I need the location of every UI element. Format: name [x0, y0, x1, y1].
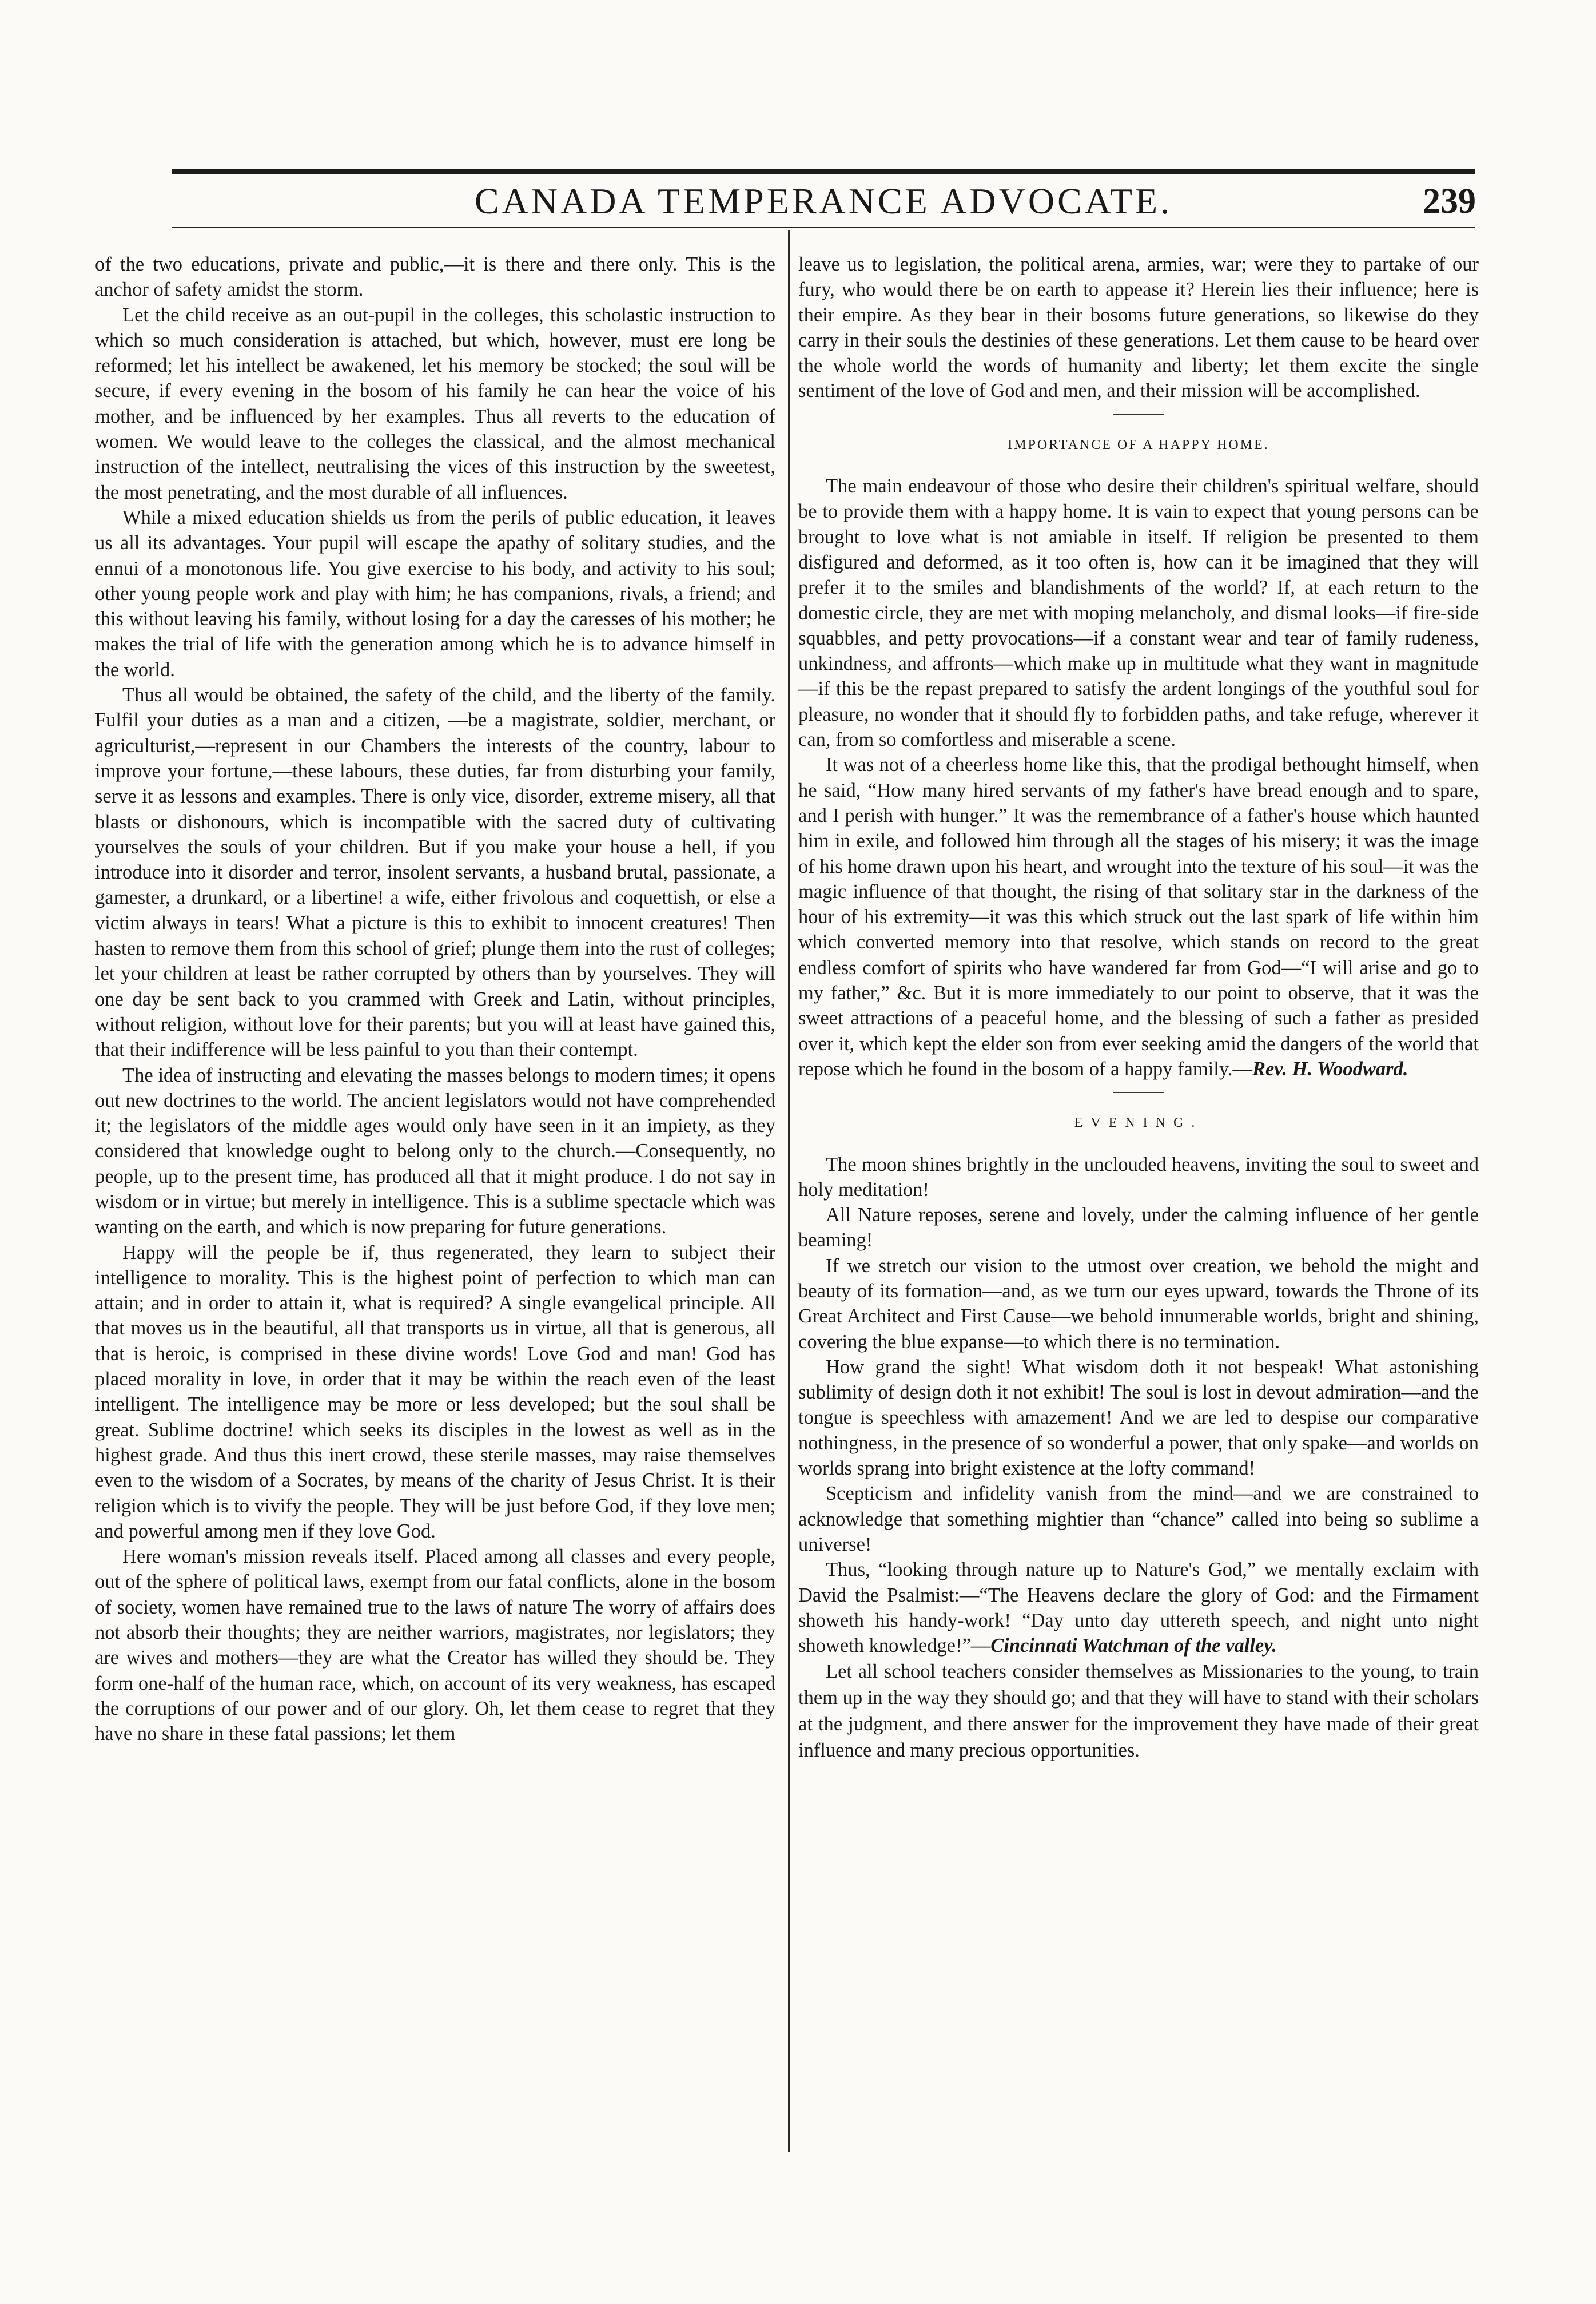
paragraph: While a mixed education shields us from the perils of public education, it leaves us all its advantages. Your pupil will escape the apathy of solitary studies, and the ennui of a monotonous life. You give exercise to his body, and activity to his soul; other young people work and play with him; he has companions, rivals, a friend; and this without leaving his family, without losing for a day the caresses of his mother; he makes the trial of life with the generation among which he is to advance himself in the world.	[95, 506, 775, 681]
section-separator	[1113, 414, 1164, 415]
section-title-happy-home: IMPORTANCE OF A HAPPY HOME.	[1008, 437, 1269, 452]
paragraph: If we stretch our vision to the utmost over creation, we behold the might and beauty of its formation—and, as we turn our eyes upward, towards the Throne of its Great Architect and First Cause—we behold innumerable worlds, bright and shining, covering the blue expanse—to which there is no termination.	[798, 1254, 1479, 1353]
column-divider	[788, 230, 790, 2152]
paragraph: The idea of instructing and elevating the masses belongs to modern times; it opens out new doctrines to the world. The ancient legislators would not have comprehended it; the legislators of the middle ages would only have seen in it an impiety, as they considered that knowledge ought to belong only to the church.—Consequently, no people, up to the present time, has produced all that it might produce. I do not say in wisdom or in virtue; but merely in intelligence. This is a sublime spectacle which was wanting on the earth, and which is now preparing for future generations.	[95, 1064, 775, 1238]
section-separator	[1113, 1092, 1164, 1093]
article-attribution: Rev. H. Woodward.	[1252, 1058, 1408, 1080]
paragraph-text: It was not of a cheerless home like this, that the prodigal bethought himself, when he said, “How many hired servants of my father's have bread enough and to spare, and I perish with hunger.” It was the remembrance of a father's house which haunted him in exile, and followed him through all the stages of his misery; it was the image of his home drawn upon his heart, and wrought into the texture of his soul—it was the magic influence of that thought, the rising of that solitary star in the darkness of the hour of his extremity—it was this which struck out the last spark of life within him which converted memory into that resolve, which stands on record to the great endless comfort of spirits who have wandered far from God—“I will arise and go to my father,” &c. But it is more immediately to our point to observe, that it was the sweet attractions of a peaceful home, and the blessing of such a father as presided over it, which kept the elder son from ever seeking amid the dangers of the world that repose which he found in the bosom of a happy family.—	[798, 754, 1479, 1080]
paragraph: Here woman's mission reveals itself. Placed among all classes and every people, out of the sphere of political laws, exempt from our fatal conflicts, alone in the bosom of society, women have remained true to the laws of nature The worry of affairs does not absorb their thoughts; they are neither warriors, magistrates, nor legislators; they are wives and mothers—they are what the Creator has willed they should be. They form one-half of the human race, which, on account of its very weakness, has escaped the corruptions of our power and of our glory. Oh, let them cease to regret that they have no share in these fatal passions; let them	[95, 1546, 775, 1745]
paragraph: How grand the sight! What wisdom doth it not bespeak! What astonishing sublimity of design doth it not exhibit! The soul is lost in devout admiration—and the tongue is speechless with amazement! And we are led to despise our comparative nothingness, in the presence of so wonderful a power, that only spake—and worlds on worlds sprang into bright existence at the lofty command!	[798, 1356, 1479, 1480]
paragraph: of the two educations, private and public,—it is there and there only. This is the anchor of safety amidst the storm.	[95, 253, 775, 301]
paragraph: The main endeavour of those who desire their children's spiritual welfare, should be to provide them with a happy home. It is vain to expect that young persons can be brought to love what is not amiable in itself. If religion be presented to them disfigured and deformed, as it too often is, how can it be imagined that they will prefer it to the smiles and blandishments of the world? If, at each return to the domestic circle, they are met with moping melancholy, and dismal looks—if fire-side squabbles, and petty provocations—if a constant wear and tear of family rudeness, unkindness, and affronts—which make up in multitude what they want in magnitude—if this be the repast prepared to satisfy the ardent longings of the youthful soul for pleasure, no wonder that it should fly to forbidden paths, and take refuge, wherever it can, from so comfortless and miserable a scene.	[798, 475, 1479, 751]
paragraph	[798, 1557, 1479, 1658]
left-column	[95, 252, 775, 1747]
running-head-title: CANADA TEMPERANCE ADVOCATE.	[474, 181, 1173, 221]
paragraph	[798, 752, 1479, 1082]
paragraph: Thus all would be obtained, the safety of the child, and the liberty of the family. Fulfil your duties as a man and a citizen, —be a magistrate, soldier, merchant, or agriculturist,—represent in our Chambers the interests of the country, labour to improve your fortune,—these labours, these duties, far from disturbing your family, serve it as lessons and examples. There is only vice, disorder, extreme misery, all that blasts or dishonours, which is incompatible with the sacred duty of cultivating yourselves the souls of your children. But if you make your house a hell, if you introduce into it disorder and terror, insolent servants, a husband brutal, passionate, a gamester, a drunkard, or a libertine! a wife, either frivolous and coquettish, or else a victim always in tears! What a picture is this to exhibit to innocent creatures! Then hasten to remove them from this school of grief; plunge them into the rust of colleges; let your children at least be rather corrupted by others than by yourselves. They will one day be sent back to you crammed with Greek and Latin, without principles, without religion, without love for their parents; but you will at least have gained this, that their indifference will be less painful to you than their contempt.	[95, 684, 775, 1061]
paragraph-text: Thus, “looking through nature up to Nature's God,” we mentally exclaim with David the Psalmist:—“The Heavens declare the glory of God: and the Firmament showeth his handy-work! “Day unto day uttereth speech, and night unto night showeth knowledge!”—	[798, 1559, 1479, 1657]
closing-paragraph: Let all school teachers consider themselves as Missionaries to the young, to train them up in the way they should go; and that they will have to stand with their scholars at the judgment, and there answer for the improvement they have made of their great influence and many precious opportunities.	[798, 1661, 1479, 1762]
article-attribution: Cincinnati Watchman of the valley.	[990, 1635, 1277, 1657]
paragraph: All Nature reposes, serene and lovely, under the calming influence of her gentle beaming!	[798, 1204, 1479, 1252]
paragraph: Happy will the people be if, thus regenerated, they learn to subject their intelligence to morality. This is the highest point of perfection to which man can attain; and in order to attain it, what is required? A single evangelical principle. All that moves us in the beautiful, all that transports us in virtue, all that is generous, all that is heroic, is comprised in these divine words! Love God and man! God has placed morality in love, in order that it may be within the reach even of the least intelligent. The intelligence may be more or less developed; but the soul shall be great. Sublime doctrine! which seeks its disciples in the lowest as well as in the highest grade. And thus this inert crowd, these sterile masses, may raise themselves even to the wisdom of a Socrates, by means of the charity of Jesus Christ. It is their religion which is to vivify the people. They will be just before God, if they love men; and powerful among men if they love God.	[95, 1241, 775, 1542]
paragraph: Scepticism and infidelity vanish from the mind—and we are constrained to acknowledge that something mightier than “chance” called into being so sublime a universe!	[798, 1483, 1479, 1555]
right-column	[798, 252, 1479, 1763]
paragraph: Let the child receive as an out-pupil in the colleges, this scholastic instruction to which so much consideration is attached, but which, however, must ere long be reformed; let his intellect be awakened, let his memory be stocked; the soul will be secure, if every evening in the bosom of his family he can hear the voice of his mother, and be influenced by her examples. Thus all reverts to the education of women. We would leave to the colleges the classical, and the almost mechanical instruction of the intellect, neutralising the vices of this instruction by the sweetest, the most penetrating, and the most durable of all influences.	[95, 304, 775, 503]
paragraph: leave us to legislation, the political arena, armies, war; were they to partake of our fury, who would there be on earth to appease it? Herein lies their influence; here is their empire. As they bear in their bosoms future generations, so likewise do they carry in their souls the destinies of these generations. Let them cause to be heard over the whole world the words of humanity and liberty; let them excite the single sentiment of the love of God and men, and their mission will be accomplished.	[798, 253, 1479, 402]
header-top-rule	[172, 169, 1475, 174]
header-bottom-rule	[172, 227, 1475, 228]
page-number: 239	[1423, 182, 1476, 221]
paragraph: The moon shines brightly in the unclouded heavens, inviting the soul to sweet and holy meditation!	[798, 1153, 1479, 1201]
section-title-evening: EVENING.	[1074, 1115, 1203, 1131]
